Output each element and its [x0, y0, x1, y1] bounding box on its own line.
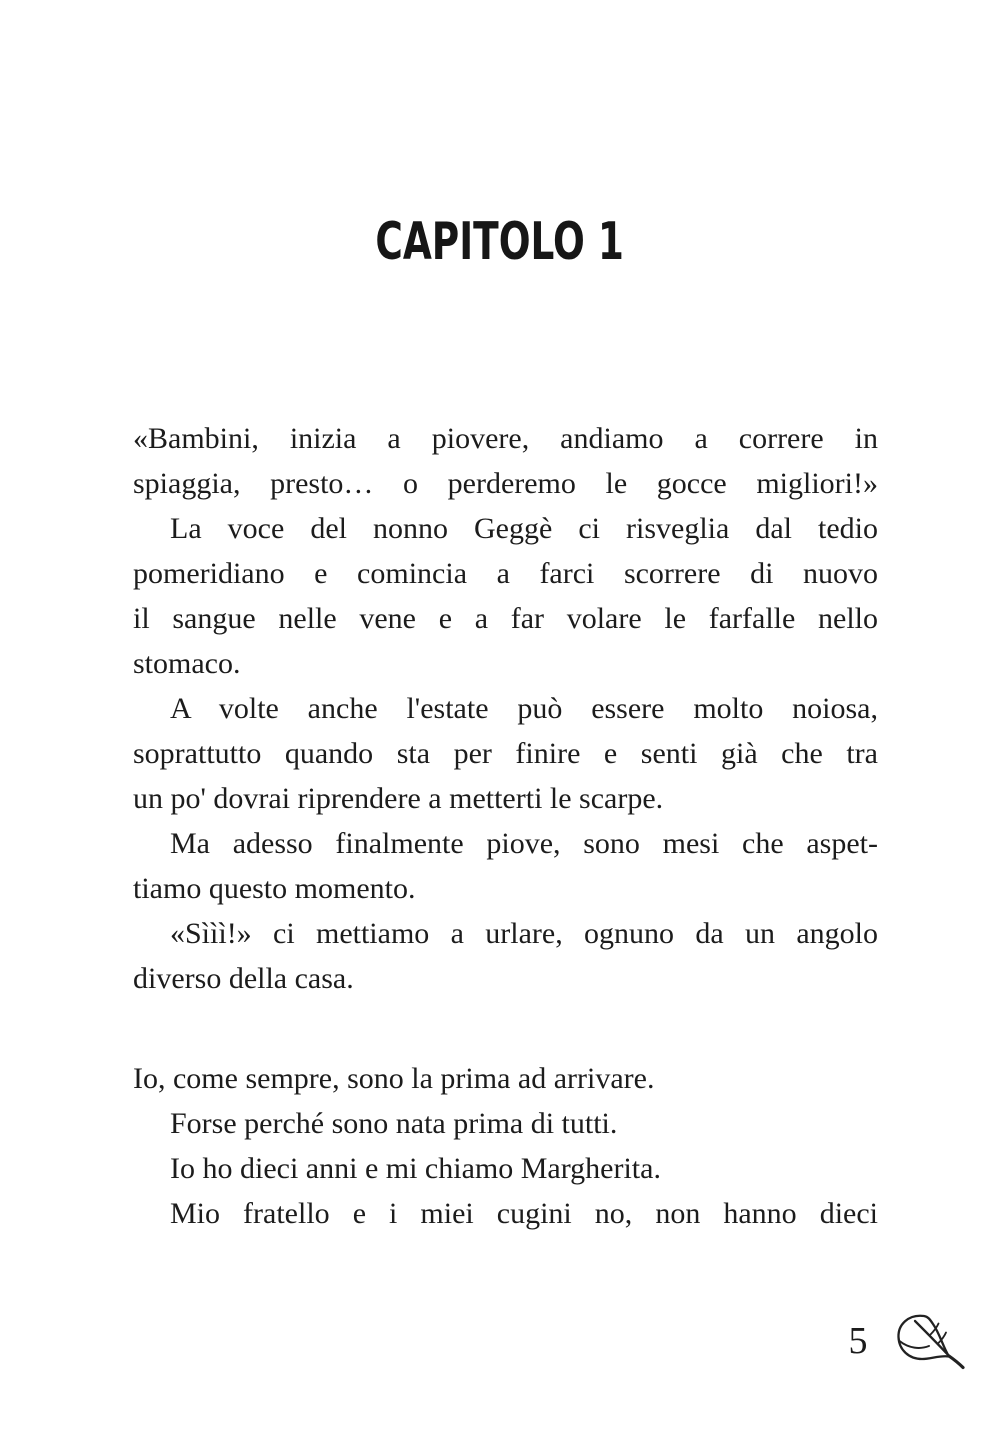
text-line: spiaggia, presto… o perderemo le gocce migliori!» [133, 467, 878, 500]
text-line: La voce del nonno Geggè ci risveglia dal tedio [170, 512, 878, 545]
text-line: «Bambini, inizia a piovere, andiamo a correre in [133, 422, 878, 455]
text-line: Mio fratello e i miei cugini no, non hanno dieci [170, 1197, 878, 1230]
leaf-icon [894, 1310, 966, 1370]
text-line: diverso della casa. [133, 962, 354, 995]
chapter-title [0, 214, 1000, 270]
text-line: tiamo questo momento. [133, 872, 416, 905]
text-line: stomaco. [133, 647, 241, 680]
text-line: Io, come sempre, sono la prima ad arrivare. [133, 1062, 655, 1095]
text-line: soprattutto quando sta per finire e senti già che tra [133, 737, 878, 770]
body-text [133, 416, 878, 1236]
text-line: pomeridiano e comincia a farci scorrere di nuovo [133, 557, 878, 590]
page-number: 5 [848, 1320, 868, 1362]
section-gap [133, 1001, 878, 1056]
text-line: un po' dovrai riprendere a metterti le scarpe. [133, 782, 664, 815]
chapter-title-text: CAPITOLO 1 [375, 212, 625, 272]
text-line: Io ho dieci anni e mi chiamo Margherita. [170, 1152, 661, 1185]
text-line: il sangue nelle vene e a far volare le farfalle nello [133, 602, 878, 635]
text-line: «Sììì!» ci mettiamo a urlare, ognuno da un angolo [170, 917, 878, 950]
text-line: Ma adesso finalmente piove, sono mesi che aspet- [170, 827, 878, 860]
text-line: Forse perché sono nata prima di tutti. [170, 1107, 618, 1140]
text-line: A volte anche l'estate può essere molto noiosa, [170, 692, 878, 725]
